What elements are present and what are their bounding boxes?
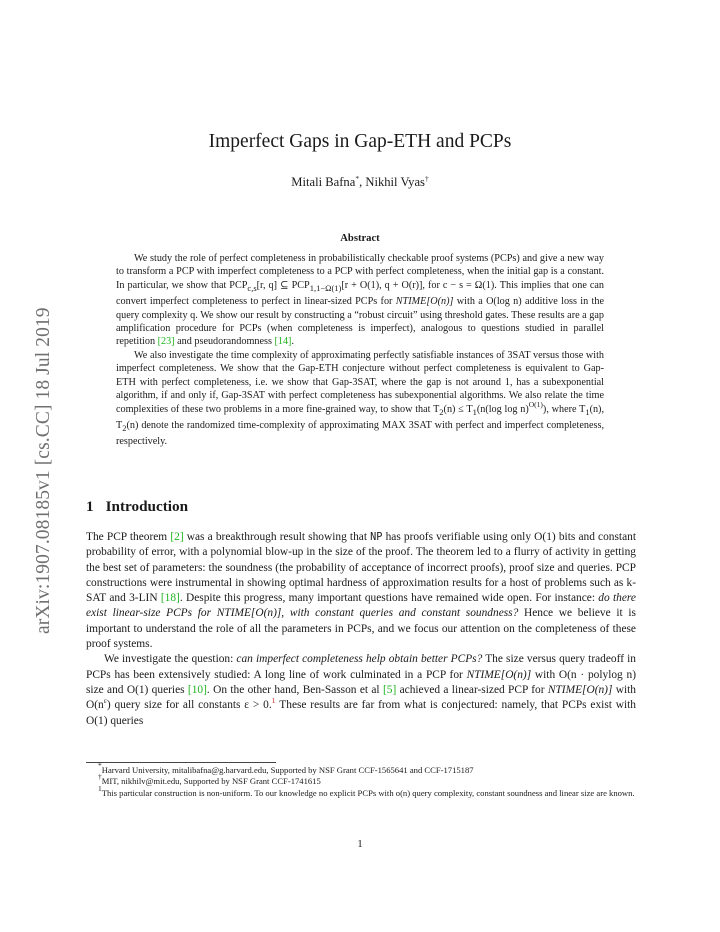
text-run: These results are far from what is conjectured: namely, that PCPs exist with O(1) queries bbox=[86, 699, 637, 727]
citation-link[interactable]: [23] bbox=[157, 336, 175, 348]
abstract-paragraph bbox=[116, 349, 604, 449]
text-run: The size versus query tradeoff in PCPs has been extensively studied: A long line of work culminated in a PCP for bbox=[86, 653, 636, 681]
math-ntime: NTIME[O(n)] bbox=[466, 668, 532, 681]
text-run: (n) ≤ T bbox=[443, 403, 473, 415]
math-ntime: NTIME[O(n)] bbox=[395, 296, 454, 308]
text-run: [r, q] ⊆ PCP bbox=[256, 279, 310, 291]
text-run: (n(log log n) bbox=[476, 403, 529, 415]
text-run: The PCP theorem bbox=[86, 531, 171, 543]
footnotes bbox=[86, 761, 636, 799]
text-run: ), where T bbox=[542, 403, 586, 415]
footnote-link[interactable]: 1 bbox=[271, 696, 276, 706]
footnote-mark[interactable]: * bbox=[355, 174, 360, 183]
text-run: with O(n bbox=[86, 683, 636, 712]
body-text bbox=[86, 530, 636, 729]
text-run: We study the role of perfect completeness in probabilistically checkable proof systems (PCPs) and give a new way to transform a PCP with imperfect completeness to a PCP with perfect completeness, when the initial gap is a constant. In particular, we show that PCP bbox=[116, 253, 604, 291]
abstract-heading: Abstract bbox=[340, 233, 380, 244]
text-run: We investigate the question: bbox=[104, 653, 237, 666]
section-title: Introduction bbox=[105, 498, 189, 515]
text-run: . Despite this progress, many important questions have remained wide open. For instance: bbox=[179, 592, 599, 605]
footnote bbox=[86, 783, 636, 799]
math-superscript: O(1) bbox=[528, 399, 543, 409]
footnote-mark[interactable]: † bbox=[424, 174, 429, 183]
math-subscript: 1,1−Ω(1) bbox=[309, 282, 342, 293]
footnote-text: MIT, nikhilv@mit.edu, Supported by NSF Grant CCF-1741615 bbox=[101, 776, 321, 787]
footnote bbox=[86, 761, 636, 776]
text-run: has proofs verifiable using only O(1) bits and constant probability of error, with a polynomial blow-up in the size of the proof. The theorem led to a flurry of activity in getting the best set of parameters: the soundness (the probability of acceptance of incorrect proofs), proof size and queries. PCP constructions were instrumental in showing optimal hardness of approximation results for a host of problems such as k-SAT and 3-LIN bbox=[86, 531, 636, 605]
author-name: Nikhil Vyas bbox=[365, 175, 425, 189]
footnote-rule bbox=[86, 762, 276, 763]
text-run: and pseudorandomness bbox=[174, 336, 275, 348]
footnote-text: Harvard University, mitalibafna@g.harvard.edu, Supported by NSF Grant CCF-1565641 and CCF-1715187 bbox=[101, 765, 474, 775]
citation-link[interactable]: [2] bbox=[170, 531, 184, 543]
text-run: ) query size for all constants ε > 0. bbox=[106, 699, 272, 712]
page-number: 1 bbox=[357, 838, 363, 850]
author-name: Mitali Bafna bbox=[291, 175, 356, 189]
text-run: was a breakthrough result showing that bbox=[183, 531, 371, 543]
text-run: achieved a linear-sized PCP for bbox=[396, 683, 548, 696]
footnote-mark: † bbox=[98, 772, 102, 782]
section-heading bbox=[86, 498, 188, 516]
text-run: . On the other hand, Ben-Sasson et al bbox=[206, 683, 383, 696]
abstract-block bbox=[116, 252, 604, 449]
math-ntime: NTIME[O(n)] bbox=[547, 683, 613, 696]
footnote-mark: * bbox=[98, 761, 102, 770]
text-run: . bbox=[291, 336, 294, 348]
text-run: with a O(log n) additive loss in the query complexity q. We show our result by constructing a “robust circuit” using threshold gates. These results are a gap amplification procedure for PCPs (when completeness is imperfect), analogous to questions studied in parallel repetition bbox=[116, 296, 604, 348]
emphasized-question: can imperfect completeness help obtain better PCPs? bbox=[236, 653, 483, 666]
text-run: Hence we believe it is important to understand the role of all the parameters in PCPs, and we focus our attention on the completeness of these proof systems. bbox=[86, 607, 636, 651]
text-run: (n), T bbox=[116, 403, 604, 431]
math-subscript: 1 bbox=[585, 406, 590, 417]
citation-link[interactable]: [10] bbox=[187, 683, 207, 696]
body-paragraph bbox=[86, 652, 636, 728]
paper-title: Imperfect Gaps in Gap-ETH and PCPs bbox=[208, 131, 512, 152]
section-number: 1 bbox=[86, 498, 94, 515]
math-superscript: ε bbox=[103, 696, 107, 706]
math-subscript: c,s bbox=[247, 282, 257, 293]
footnote-text: This particular construction is non-uniform. To our knowledge no explicit PCPs with o(n) query complexity, constant soundness and linear size are known. bbox=[101, 787, 635, 798]
text-run: (n) denote the randomized time-complexity of approximating MAX 3SAT with perfect and imperfect completeness, respectively. bbox=[116, 419, 604, 448]
author-line bbox=[0, 175, 720, 190]
body-paragraph bbox=[86, 530, 636, 652]
math-subscript: 1 bbox=[472, 406, 477, 417]
citation-link[interactable]: [14] bbox=[274, 336, 292, 348]
text-run: We also investigate the time complexity of approximating perfectly satisfiable instances of 3SAT versus those with imperfect completeness. We show that the Gap-ETH conjecture without perfect completeness is equivalent to Gap-ETH with perfect completeness, i.e. we show that Gap-3SAT, where the gap is not around 1, has a subexponential algorithm, if and only if, Gap-3SAT with perfect completeness has subexponential algorithms. We also relate the time complexities of these two problems in a more fine-grained way, to show that T bbox=[116, 349, 604, 415]
emphasized-question: do there exist linear-size PCPs for NTIME[O(n)], with constant queries and constant soundness? bbox=[86, 592, 636, 620]
arxiv-identifier-stamp: arXiv:1907.08185v1 [cs.CC] 18 Jul 2019 bbox=[33, 307, 54, 634]
citation-link[interactable]: [5] bbox=[382, 683, 397, 696]
author-separator: , bbox=[359, 175, 366, 189]
text-run: [r + O(1), q + O(r)], for c − s = Ω(1). This implies that one can convert imperfect completeness to perfect in linear-sized PCPs for bbox=[116, 279, 604, 308]
footnote-mark: 1 bbox=[98, 783, 102, 793]
citation-link[interactable]: [18] bbox=[160, 592, 180, 605]
math-subscript: 2 bbox=[439, 406, 444, 417]
abstract-paragraph bbox=[116, 252, 604, 349]
footnote bbox=[86, 772, 636, 787]
complexity-class-np: NP bbox=[370, 532, 383, 543]
text-run: with O(n · polylog n) size and O(1) queries bbox=[86, 668, 636, 696]
math-subscript: 2 bbox=[122, 422, 127, 433]
